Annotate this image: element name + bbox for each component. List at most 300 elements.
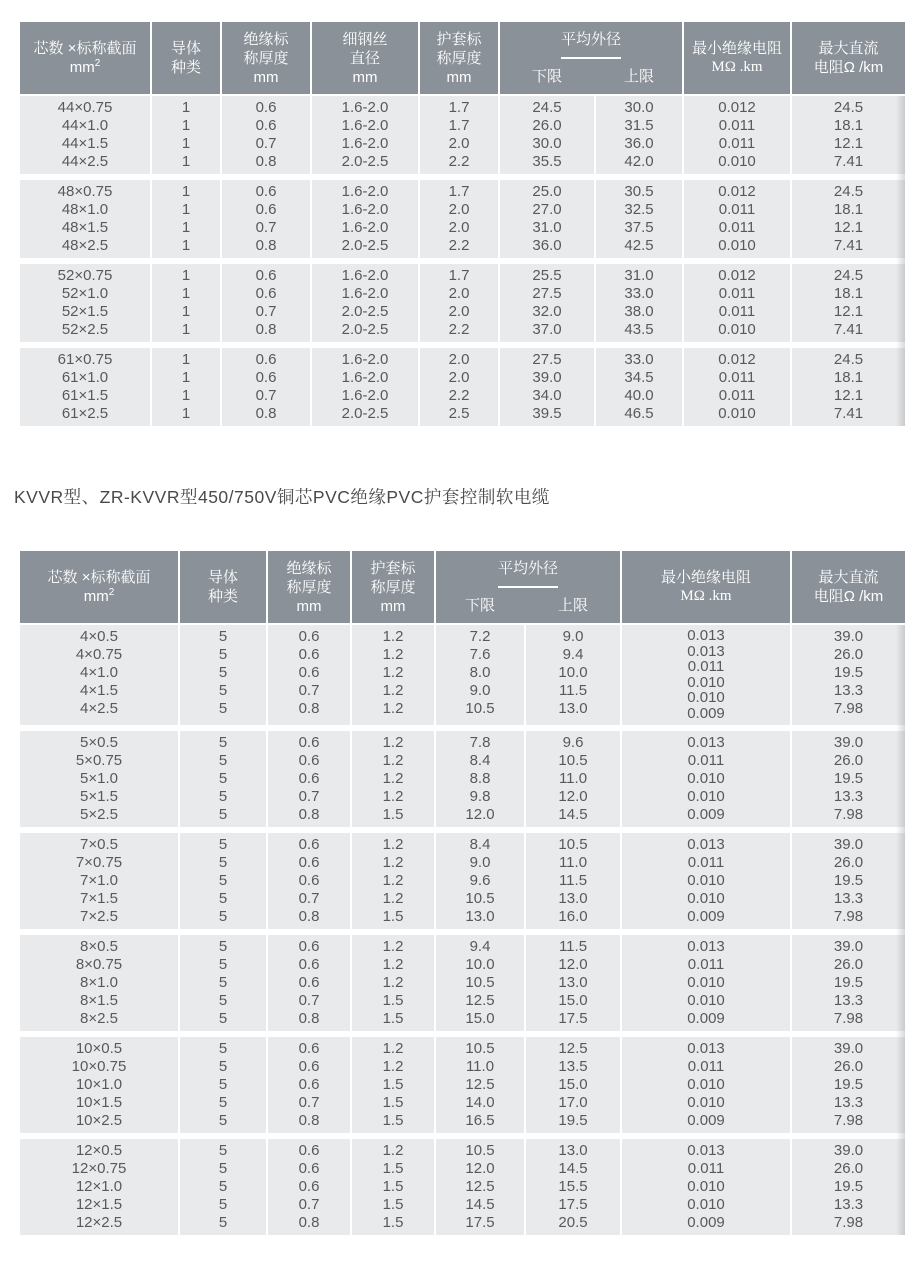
table-value: 2.0 — [448, 369, 470, 386]
table-value: 7.41 — [833, 321, 864, 338]
table-cell-od_upper — [526, 1139, 620, 1235]
table-value: 17.0 — [558, 1093, 588, 1111]
table-value: 7.98 — [833, 1111, 864, 1129]
table-value: 12×0.75 — [71, 1159, 127, 1177]
header-col-spec — [20, 551, 178, 623]
table-value: 0.8 — [255, 405, 277, 422]
table-cell-spec — [20, 1139, 178, 1235]
table-value: 24.5 — [833, 267, 864, 284]
table-value: 5 — [218, 733, 228, 751]
table-row-group — [20, 264, 905, 342]
table-value: 16.5 — [465, 1111, 495, 1129]
table-value: 26.0 — [833, 853, 864, 871]
table-value: 5 — [218, 955, 228, 973]
table-value: 0.012 — [718, 267, 756, 284]
table-value: 52×0.75 — [57, 267, 113, 284]
table-value: 42.0 — [624, 153, 654, 170]
table-value: 1 — [181, 285, 191, 302]
table-value: 1.2 — [382, 751, 404, 769]
kvv-spec-table — [20, 22, 905, 426]
table-value: 13.0 — [558, 973, 588, 991]
header-col-max-dc: 最大直流 电阻Ω /km — [792, 551, 905, 623]
table-value: 1.5 — [382, 1075, 404, 1093]
table-value: 2.0 — [448, 351, 470, 368]
table-value: 0.7 — [255, 219, 277, 236]
table-value: 1.5 — [382, 991, 404, 1009]
table-cell-steel_wire — [312, 96, 418, 174]
table-value: 5 — [218, 1093, 228, 1111]
table-cell-sheath — [420, 96, 498, 174]
table-cell-od_lower — [500, 180, 594, 258]
table-value: 61×1.5 — [61, 387, 109, 404]
table-value: 26.0 — [833, 1159, 864, 1177]
table-value: 1.2 — [382, 733, 404, 751]
table-value: 1.6-2.0 — [341, 99, 389, 116]
table-value: 0.6 — [255, 351, 277, 368]
table-value: 12.5 — [465, 1177, 495, 1195]
table-cell-od_lower — [436, 1139, 524, 1235]
table-value: 0.010 — [718, 153, 756, 170]
table-value: 7.2 — [469, 628, 491, 645]
table-value: 24.5 — [532, 99, 562, 116]
table-value: 15.0 — [465, 1009, 495, 1027]
table-value: 7.8 — [469, 733, 491, 751]
table-value: 9.4 — [562, 646, 584, 663]
table-value: 2.0 — [448, 135, 470, 152]
table-value: 18.1 — [833, 369, 864, 386]
table-value: 1.2 — [382, 853, 404, 871]
table-value: 0.011 — [718, 219, 756, 236]
table-value: 1.6-2.0 — [341, 201, 389, 218]
table-value: 5×2.5 — [80, 805, 118, 823]
table-value: 0.6 — [298, 664, 320, 681]
table-cell-insulation — [268, 731, 350, 827]
table-value: 12.5 — [558, 1039, 588, 1057]
table-value: 0.6 — [255, 117, 277, 134]
table-value: 44×2.5 — [61, 153, 109, 170]
table-value: 8×0.75 — [75, 955, 123, 973]
table-value: 5 — [218, 1141, 228, 1159]
header-col-sheath: 护套标 称厚度 mm — [420, 22, 498, 94]
table-value: 10×2.5 — [75, 1111, 123, 1129]
table-value: 2.0 — [448, 303, 470, 320]
table-value: 5 — [218, 1075, 228, 1093]
table-value: 0.009 — [687, 1009, 725, 1027]
table-value: 2.0-2.5 — [341, 237, 389, 254]
table-value: 0.009 — [687, 1213, 725, 1231]
table-cell-conductor — [152, 264, 220, 342]
table2-header — [20, 551, 905, 623]
table-value: 43.5 — [624, 321, 654, 338]
table-value: 1 — [181, 405, 191, 422]
table-cell-sheath — [352, 833, 434, 929]
table-value: 5 — [218, 646, 228, 663]
table-value: 1.2 — [382, 787, 404, 805]
table-value: 7.98 — [833, 805, 864, 823]
table-value: 14.5 — [558, 805, 588, 823]
table-value: 1.2 — [382, 700, 404, 717]
table-value: 0.6 — [298, 733, 320, 751]
table-value: 9.0 — [469, 682, 491, 699]
table-value: 0.8 — [298, 1111, 320, 1129]
table-cell-sheath — [352, 1037, 434, 1133]
kvvr-spec-table — [20, 551, 905, 1235]
table-value: 1.6-2.0 — [341, 117, 389, 134]
table-value: 7.98 — [833, 1213, 864, 1231]
header-od-upper: 上限 — [623, 68, 654, 85]
table-value: 1.2 — [382, 1039, 404, 1057]
table-row-group — [20, 1037, 905, 1133]
table-cell-sheath — [352, 731, 434, 827]
table-cell-sheath — [420, 348, 498, 426]
table-value: 0.012 — [718, 351, 756, 368]
table-value: 0.6 — [298, 628, 320, 645]
table-value: 36.0 — [532, 237, 562, 254]
table-value: 12×1.0 — [75, 1177, 123, 1195]
table-value: 14.5 — [465, 1195, 495, 1213]
header-spec-title: 芯数 ×标称截面 — [47, 569, 151, 586]
table-value: 1.5 — [382, 1195, 404, 1213]
table-value: 5 — [218, 1159, 228, 1177]
table-value: 0.8 — [298, 1009, 320, 1027]
table-value: 0.010 — [687, 889, 725, 907]
table-value: 13.3 — [833, 889, 864, 907]
table-value: 11.5 — [558, 682, 588, 699]
table-value: 5 — [218, 769, 228, 787]
table-value: 39.5 — [532, 405, 562, 422]
table-value: 36.0 — [624, 135, 654, 152]
table-value: 15.5 — [558, 1177, 588, 1195]
table-value: 9.0 — [562, 628, 584, 645]
table-value: 7.98 — [833, 700, 864, 717]
table-value: 1 — [181, 201, 191, 218]
table-value: 52×1.5 — [61, 303, 109, 320]
table-cell-od_upper — [596, 348, 682, 426]
table-value: 7×0.75 — [75, 853, 123, 871]
table-value: 12.5 — [465, 1075, 495, 1093]
table-value: 5×0.5 — [80, 733, 118, 751]
table-row-group — [20, 935, 905, 1031]
header-od-sub — [500, 59, 682, 94]
table-value: 1 — [181, 321, 191, 338]
table-value: 0.7 — [298, 787, 320, 805]
table-value: 1.2 — [382, 835, 404, 853]
table-value: 46.5 — [624, 405, 654, 422]
table-value: 19.5 — [833, 664, 864, 681]
table-row-group — [20, 625, 905, 725]
table-value: 9.0 — [469, 853, 491, 871]
table-value: 52×1.0 — [61, 285, 109, 302]
table-value: 12×1.5 — [75, 1195, 123, 1213]
table-value: 17.5 — [465, 1213, 495, 1231]
table-value: 1.2 — [382, 871, 404, 889]
table-value: 0.009 — [687, 805, 725, 823]
table-value: 8×1.5 — [80, 991, 118, 1009]
table-value: 7.41 — [833, 237, 864, 254]
table-row-group — [20, 1139, 905, 1235]
table-value: 0.7 — [298, 1093, 320, 1111]
table-value: 0.6 — [298, 646, 320, 663]
table-value: 5 — [218, 787, 228, 805]
table-cell-spec — [20, 935, 178, 1031]
table-value: 0.009 — [687, 704, 725, 722]
table-value: 26.0 — [833, 646, 864, 663]
table-value: 0.011 — [687, 658, 725, 676]
table-value: 0.013 — [687, 627, 725, 644]
table-value: 2.0-2.5 — [341, 153, 389, 170]
table-value: 34.5 — [624, 369, 654, 386]
header-col-max-dc: 最大直流 电阻Ω /km — [792, 22, 905, 94]
table-cell-insulation — [268, 935, 350, 1031]
table-value: 9.6 — [562, 733, 584, 751]
table-cell-max_dc — [792, 180, 905, 258]
header-od-upper: 上限 — [557, 597, 588, 614]
table-value: 18.1 — [833, 285, 864, 302]
table-value: 31.5 — [624, 117, 654, 134]
table-cell-max_dc — [792, 96, 905, 174]
table-value: 39.0 — [833, 628, 864, 645]
table-value: 1.2 — [382, 955, 404, 973]
table-value: 1.7 — [448, 267, 470, 284]
table-value: 11.0 — [558, 853, 588, 871]
table-cell-conductor — [152, 96, 220, 174]
table-value: 2.5 — [448, 405, 470, 422]
table-value: 0.011 — [687, 853, 725, 871]
header-col-od — [436, 551, 620, 623]
table-value: 1 — [181, 351, 191, 368]
table-value: 0.012 — [718, 99, 756, 116]
table-value: 9.8 — [469, 787, 491, 805]
table-value: 10×0.75 — [71, 1057, 127, 1075]
table-value: 1.5 — [382, 907, 404, 925]
table-value: 26.0 — [833, 1057, 864, 1075]
table-value: 0.011 — [718, 387, 756, 404]
table-value: 1 — [181, 183, 191, 200]
table-cell-max_dc — [792, 348, 905, 426]
table-cell-od_lower — [500, 96, 594, 174]
table-value: 8×0.5 — [80, 937, 118, 955]
table-value: 9.6 — [469, 871, 491, 889]
table-value: 4×0.5 — [80, 628, 118, 645]
table-value: 0.009 — [687, 1111, 725, 1129]
table-cell-max_dc — [792, 264, 905, 342]
table-cell-conductor — [180, 625, 266, 725]
table-value: 2.0-2.5 — [341, 405, 389, 422]
table-value: 17.5 — [558, 1195, 588, 1213]
table-value: 0.6 — [298, 1039, 320, 1057]
header-col-sheath: 护套标 称厚度 mm — [352, 551, 434, 623]
table2-body — [20, 625, 905, 1235]
table-value: 1 — [181, 237, 191, 254]
table-value: 1.2 — [382, 937, 404, 955]
table-value: 0.011 — [718, 369, 756, 386]
table-value: 13.3 — [833, 991, 864, 1009]
table-value: 5 — [218, 1177, 228, 1195]
table-cell-conductor — [180, 1139, 266, 1235]
table-value: 0.011 — [687, 1057, 725, 1075]
table-value: 1.7 — [448, 99, 470, 116]
table-cell-min_ir — [684, 96, 790, 174]
table-value: 5 — [218, 907, 228, 925]
table-value: 2.2 — [448, 321, 470, 338]
table-cell-max_dc — [792, 1037, 905, 1133]
table-value: 2.2 — [448, 237, 470, 254]
table-value: 18.1 — [833, 201, 864, 218]
header-od-sub — [436, 588, 620, 623]
table-value: 7.98 — [833, 1009, 864, 1027]
table-value: 44×1.5 — [61, 135, 109, 152]
table-value: 1 — [181, 117, 191, 134]
table-value: 2.0 — [448, 219, 470, 236]
table-cell-min_ir — [684, 180, 790, 258]
table-value: 1.7 — [448, 117, 470, 134]
table-cell-od_lower — [436, 1037, 524, 1133]
table-cell-min_ir — [622, 935, 790, 1031]
table-value: 10×1.0 — [75, 1075, 123, 1093]
table-cell-insulation — [268, 1139, 350, 1235]
table-value: 5 — [218, 751, 228, 769]
table-value: 34.0 — [532, 387, 562, 404]
table-value: 0.010 — [687, 769, 725, 787]
table-value: 0.010 — [687, 871, 725, 889]
table-value: 2.0-2.5 — [341, 321, 389, 338]
table-value: 39.0 — [833, 733, 864, 751]
header-col-min-ir: 最小绝缘电阻 MΩ .km — [622, 551, 790, 623]
table-value: 61×1.0 — [61, 369, 109, 386]
table-value: 37.5 — [624, 219, 654, 236]
header-spec-unit: $mm^2$ — [83, 587, 115, 605]
table-value: 15.0 — [558, 991, 588, 1009]
table-value: 25.5 — [532, 267, 562, 284]
table-value: 37.0 — [532, 321, 562, 338]
table-value: 0.7 — [298, 889, 320, 907]
table-value: 11.5 — [558, 937, 588, 955]
table-cell-sheath — [420, 264, 498, 342]
table-cell-insulation — [222, 96, 310, 174]
table-value: 12.0 — [558, 955, 588, 973]
table-cell-max_dc — [792, 731, 905, 827]
table-value: 7.6 — [469, 646, 491, 663]
table-value: 12.1 — [833, 303, 864, 320]
table-value: 5 — [218, 937, 228, 955]
table-value: 7.41 — [833, 153, 864, 170]
table-value: 1.6-2.0 — [341, 135, 389, 152]
table-value: 1.5 — [382, 805, 404, 823]
table-value: 48×1.0 — [61, 201, 109, 218]
table-value: 0.012 — [718, 183, 756, 200]
table-value: 1.2 — [382, 646, 404, 663]
table-cell-sheath — [352, 625, 434, 725]
table-value: 5 — [218, 889, 228, 907]
table-value: 1.2 — [382, 1141, 404, 1159]
header-col-conductor: 导体 种类 — [152, 22, 220, 94]
table-value: 0.010 — [687, 673, 725, 691]
table-value: 1.5 — [382, 1177, 404, 1195]
table-value: 1.2 — [382, 889, 404, 907]
table-value: 26.0 — [833, 751, 864, 769]
table-value: 12.1 — [833, 387, 864, 404]
table-cell-conductor — [180, 833, 266, 929]
table-cell-min_ir — [622, 1037, 790, 1133]
table-value: 0.011 — [687, 751, 725, 769]
table-value: 1.6-2.0 — [341, 369, 389, 386]
table-value: 40.0 — [624, 387, 654, 404]
table-value: 5×1.0 — [80, 769, 118, 787]
table-cell-od_upper — [526, 625, 620, 725]
table-value: 1.5 — [382, 1093, 404, 1111]
table-value: 61×0.75 — [57, 351, 113, 368]
table-value: 19.5 — [833, 769, 864, 787]
table-value: 0.7 — [298, 682, 320, 699]
table-row-group — [20, 833, 905, 929]
table-value: 2.0-2.5 — [341, 303, 389, 320]
table-cell-insulation — [268, 833, 350, 929]
table-cell-max_dc — [792, 935, 905, 1031]
table-value: 0.6 — [255, 267, 277, 284]
table-value: 5 — [218, 1009, 228, 1027]
table-value: 2.0 — [448, 201, 470, 218]
table-value: 0.6 — [255, 99, 277, 116]
table-cell-spec — [20, 96, 150, 174]
table-cell-min_ir — [684, 264, 790, 342]
table-value: 1 — [181, 135, 191, 152]
table-row-group — [20, 96, 905, 174]
table-value: 33.0 — [624, 285, 654, 302]
table-value: 10.0 — [465, 955, 495, 973]
table-value: 1 — [181, 267, 191, 284]
table-cell-steel_wire — [312, 180, 418, 258]
header-col-steel-wire: 细钢丝 直径 mm — [312, 22, 418, 94]
table-value: 5×0.75 — [75, 751, 123, 769]
table-value: 12.0 — [465, 1159, 495, 1177]
table-value: 10.5 — [465, 973, 495, 991]
table-cell-min_ir — [622, 1139, 790, 1235]
table-value: 0.6 — [255, 183, 277, 200]
table-value: 42.5 — [624, 237, 654, 254]
table-cell-min_ir — [622, 833, 790, 929]
table-value: 0.6 — [298, 871, 320, 889]
table-cell-steel_wire — [312, 348, 418, 426]
table-value: 0.010 — [687, 689, 725, 707]
header-od-lower: 下限 — [531, 68, 562, 85]
table-value: 8.4 — [469, 835, 491, 853]
table-cell-od_upper — [526, 1037, 620, 1133]
table-cell-spec — [20, 833, 178, 929]
table-value: 12.0 — [465, 805, 495, 823]
table-value: 0.6 — [298, 1057, 320, 1075]
table-value: 4×1.5 — [80, 682, 118, 699]
table-value: 0.6 — [298, 769, 320, 787]
table-value: 18.1 — [833, 117, 864, 134]
table-value: 1.2 — [382, 628, 404, 645]
table-value: 39.0 — [833, 1141, 864, 1159]
table-value: 0.8 — [255, 237, 277, 254]
table-value: 9.4 — [469, 937, 491, 955]
table-cell-od_lower — [500, 348, 594, 426]
table-value: 10.0 — [558, 664, 588, 681]
table-value: 39.0 — [833, 1039, 864, 1057]
table-value: 7×0.5 — [80, 835, 118, 853]
table-value: 0.010 — [687, 1195, 725, 1213]
table-value: 0.011 — [718, 303, 756, 320]
table-value: 0.6 — [255, 285, 277, 302]
table-cell-od_lower — [436, 625, 524, 725]
table-cell-min_ir — [622, 731, 790, 827]
table-value: 1.2 — [382, 973, 404, 991]
table-cell-insulation — [222, 264, 310, 342]
table-value: 0.013 — [687, 733, 725, 751]
table-value: 10.5 — [558, 751, 588, 769]
